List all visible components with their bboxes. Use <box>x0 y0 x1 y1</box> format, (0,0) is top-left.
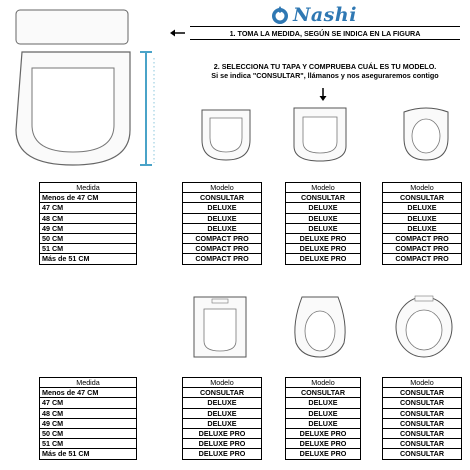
table-cell: COMPACT PRO <box>383 234 462 244</box>
table-cell: 51 CM <box>40 439 137 449</box>
table-cell: Más de 51 CM <box>40 449 137 459</box>
table-cell: DELUXE PRO <box>286 429 361 439</box>
table-cell: DELUXE PRO <box>183 429 262 439</box>
table-header: Modelo <box>383 183 462 193</box>
table-cell: DELUXE PRO <box>286 439 361 449</box>
table-cell: DELUXE <box>286 223 361 233</box>
table-cell: DELUXE <box>183 408 262 418</box>
drop-logo-icon <box>270 5 290 25</box>
seat-shape-icon <box>190 293 250 361</box>
table-cell: Menos de 47 CM <box>40 388 137 398</box>
table-cell: 47 CM <box>40 203 137 213</box>
arrow-down-icon <box>318 88 328 102</box>
seat-shape-icon <box>290 293 350 361</box>
model-table-bottom-1 <box>182 377 262 460</box>
table-cell: DELUXE PRO <box>286 449 361 459</box>
table-cell: CONSULTAR <box>383 398 462 408</box>
table-cell: DELUXE <box>286 418 361 428</box>
toilet-diagram-icon <box>0 0 190 180</box>
table-cell: DELUXE <box>286 408 361 418</box>
model-table-bottom-2 <box>285 377 361 460</box>
model-table-bottom-3 <box>382 377 462 460</box>
instruction-step-2 <box>190 62 460 80</box>
table-cell: CONSULTAR <box>286 193 361 203</box>
table-cell: DELUXE PRO <box>183 449 262 459</box>
measure-table-top <box>39 182 137 265</box>
seat-shape-icon <box>393 293 455 361</box>
table-cell: CONSULTAR <box>383 429 462 439</box>
table-cell: DELUXE <box>383 213 462 223</box>
table-cell: DELUXE PRO <box>183 439 262 449</box>
seat-shape-icon <box>290 104 350 164</box>
table-header: Medida <box>40 183 137 193</box>
table-cell: DELUXE <box>183 223 262 233</box>
table-cell: COMPACT PRO <box>383 244 462 254</box>
table-cell: DELUXE <box>286 203 361 213</box>
table-cell: DELUXE <box>383 203 462 213</box>
model-table-top-3 <box>382 182 462 265</box>
seat-shape-icon <box>396 104 456 164</box>
model-table-top-2 <box>285 182 361 265</box>
table-cell: CONSULTAR <box>383 449 462 459</box>
table-cell: DELUXE PRO <box>286 244 361 254</box>
table-header: Modelo <box>383 378 462 388</box>
table-cell: COMPACT PRO <box>183 254 262 264</box>
table-cell: 50 CM <box>40 429 137 439</box>
brand-name: Nashi <box>293 4 357 26</box>
table-cell: DELUXE <box>183 203 262 213</box>
table-cell: 51 CM <box>40 244 137 254</box>
table-header: Medida <box>40 378 137 388</box>
table-cell: DELUXE <box>183 418 262 428</box>
table-cell: CONSULTAR <box>183 193 262 203</box>
table-cell: COMPACT PRO <box>183 234 262 244</box>
table-header: Modelo <box>286 183 361 193</box>
table-cell: CONSULTAR <box>383 418 462 428</box>
table-cell: Menos de 47 CM <box>40 193 137 203</box>
table-cell: Más de 51 CM <box>40 254 137 264</box>
table-cell: 47 CM <box>40 398 137 408</box>
table-cell: CONSULTAR <box>286 388 361 398</box>
table-cell: CONSULTAR <box>383 439 462 449</box>
table-header: Modelo <box>183 183 262 193</box>
table-cell: 48 CM <box>40 213 137 223</box>
table-cell: DELUXE <box>383 223 462 233</box>
table-cell: DELUXE PRO <box>286 234 361 244</box>
table-cell: CONSULTAR <box>383 193 462 203</box>
seat-shape-icon <box>196 104 256 164</box>
model-table-top-1 <box>182 182 262 265</box>
instruction-step-2-line2: Si se indica "CONSULTAR", llámanos y nos aseguraremos contigo <box>211 71 439 80</box>
table-cell: COMPACT PRO <box>383 254 462 264</box>
table-header: Modelo <box>183 378 262 388</box>
table-cell: DELUXE PRO <box>286 254 361 264</box>
instruction-step-2-line1: 2. SELECCIONA TU TAPA Y COMPRUEBA CUÁL ES TU MODELO. <box>213 62 437 71</box>
table-cell: CONSULTAR <box>383 408 462 418</box>
table-cell: DELUXE <box>183 398 262 408</box>
arrow-left-icon <box>170 28 186 38</box>
table-cell: DELUXE <box>183 213 262 223</box>
table-cell: DELUXE <box>286 398 361 408</box>
instruction-step-1-text: 1. TOMA LA MEDIDA, SEGÚN SE INDICA EN LA FIGURA <box>229 28 421 38</box>
instruction-step-1 <box>190 26 460 40</box>
brand-logo <box>270 4 370 26</box>
table-cell: CONSULTAR <box>183 388 262 398</box>
table-cell: CONSULTAR <box>383 388 462 398</box>
measure-table-bottom <box>39 377 137 460</box>
table-header: Modelo <box>286 378 361 388</box>
table-cell: DELUXE <box>286 213 361 223</box>
table-cell: 49 CM <box>40 418 137 428</box>
table-cell: 50 CM <box>40 234 137 244</box>
table-cell: COMPACT PRO <box>183 244 262 254</box>
table-cell: 48 CM <box>40 408 137 418</box>
table-cell: 49 CM <box>40 223 137 233</box>
